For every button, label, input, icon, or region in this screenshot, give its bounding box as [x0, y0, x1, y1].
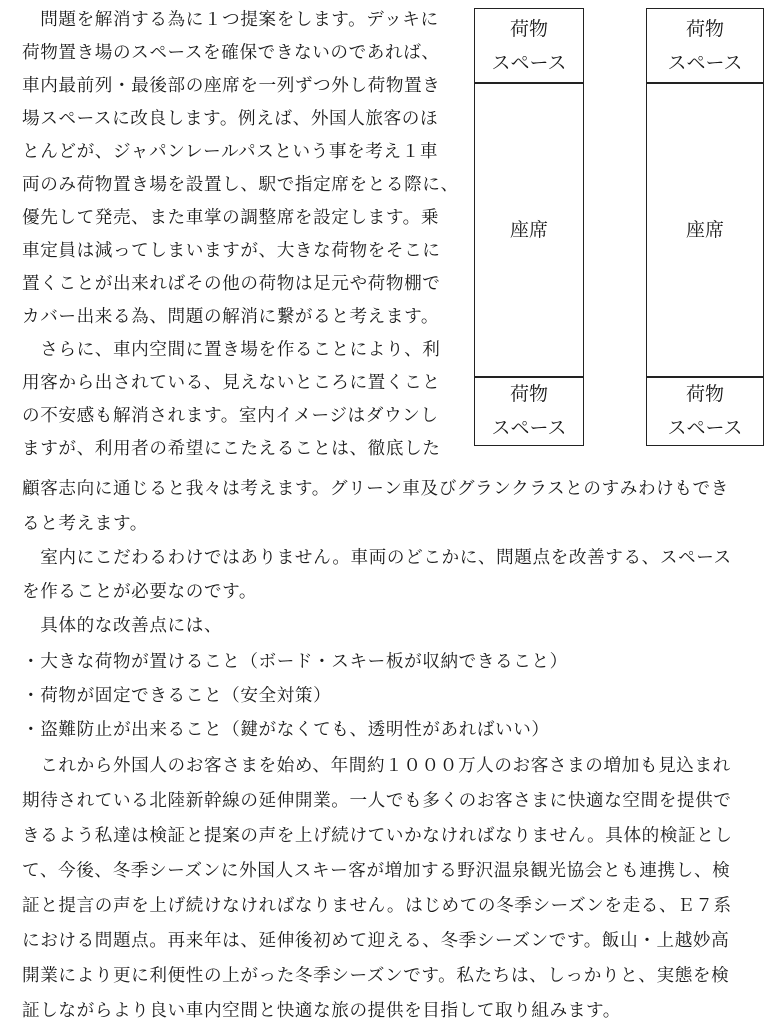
- text-line: 開業により更に利便性の上がった冬季シーズンです。私たちは、しっかりと、実態を検: [22, 966, 730, 986]
- space-label: スペース: [667, 52, 743, 74]
- luggage-space-box: [646, 8, 764, 84]
- text-line: 車定員は減ってしまいますが、大きな荷物をそこに: [22, 241, 441, 261]
- luggage-label: 荷物: [685, 18, 724, 40]
- text-line: きるよう私達は検証と提案の声を上げ続けていかなければなりません。具体的検証とし: [22, 826, 733, 846]
- text-line: の不安感も解消されます。室内イメージはダウンし: [22, 406, 439, 426]
- text-line: ますが、利用者の希望にこたえることは、徹底した: [22, 439, 441, 459]
- text-line: 荷物置き場のスペースを確保できないのであれば、: [22, 43, 440, 63]
- right-seat-column: [646, 8, 764, 446]
- text-line: 問題を解消する為に１つ提案をします。デッキに: [22, 10, 439, 30]
- luggage-label: 荷物: [685, 383, 724, 405]
- seat-area-box: [646, 82, 764, 378]
- car-layout-diagram: [474, 8, 764, 446]
- text-line: 両のみ荷物置き場を設置し、駅で指定席をとる際に、: [22, 175, 459, 195]
- seat-label: 座席: [685, 219, 724, 241]
- text-line: 置くことが出来ればその他の荷物は足元や荷物棚で: [22, 274, 441, 294]
- luggage-space-box: [474, 376, 584, 446]
- luggage-space-box: [474, 8, 584, 84]
- luggage-label: 荷物: [509, 383, 548, 405]
- text-line: 室内にこだわるわけではありません。車両のどこかに、問題点を改善する、スペース: [22, 548, 732, 568]
- text-line: における問題点。再来年は、延伸後初めて迎える、冬季シーズンです。飯山・上越妙高: [22, 931, 730, 951]
- text-line: とんどが、ジャパンレールパスという事を考え１車: [22, 142, 439, 162]
- text-line: 優先して発売、また車掌の調整席を設定します。乗: [22, 208, 440, 228]
- text-line: 証と提言の声を上げ続けなければなりません。はじめての冬季シーズンを走る、Ｅ７系: [22, 896, 732, 916]
- text-line: さらに、車内空間に置き場を作ることにより、利: [22, 340, 441, 360]
- luggage-label: 荷物: [509, 18, 548, 40]
- text-line: 証しながらより良い車内空間と快適な旅の提供を目指して取り組みます。: [22, 1001, 621, 1021]
- text-line: ると考えます。: [22, 514, 148, 534]
- luggage-space-box: [646, 376, 764, 446]
- space-label: スペース: [491, 52, 567, 74]
- text-line: 車内最前列・最後部の座席を一列ずつ外し荷物置き: [22, 76, 441, 96]
- space-label: スペース: [491, 417, 567, 439]
- text-line: 具体的な改善点には、: [22, 616, 223, 636]
- text-line: を作ることが必要なのです。: [22, 582, 258, 602]
- seat-label: 座席: [509, 219, 548, 241]
- bullet-item: ・荷物が固定できること（安全対策）: [22, 686, 332, 706]
- text-line: 期待されている北陸新幹線の延伸開業。一人でも多くのお客さまに快適な空間を提供で: [22, 791, 732, 811]
- text-line: 場スペースに改良します。例えば、外国人旅客のほ: [22, 109, 439, 129]
- text-line: カバー出来る為、問題の解消に繋がると考えます。: [22, 307, 440, 327]
- text-line: て、今後、冬季シーズンに外国人スキー客が増加する野沢温泉観光協会とも連携し、検: [22, 861, 731, 881]
- bullet-item: ・大きな荷物が置けること（ボード・スキー板が収納できること）: [22, 652, 568, 672]
- text-line: これから外国人のお客さまを始め、年間約１０００万人のお客さまの増加も見込まれ: [22, 756, 731, 776]
- text-line: 顧客志向に通じると我々は考えます。グリーン車及びグランクラスとのすみわけもでき: [22, 479, 729, 499]
- space-label: スペース: [667, 417, 743, 439]
- left-seat-column: [474, 8, 584, 446]
- bullet-item: ・盗難防止が出来ること（鍵がなくても、透明性があればいい）: [22, 720, 550, 740]
- text-line: 用客から出されている、見えないところに置くこと: [22, 373, 441, 393]
- seat-area-box: [474, 82, 584, 378]
